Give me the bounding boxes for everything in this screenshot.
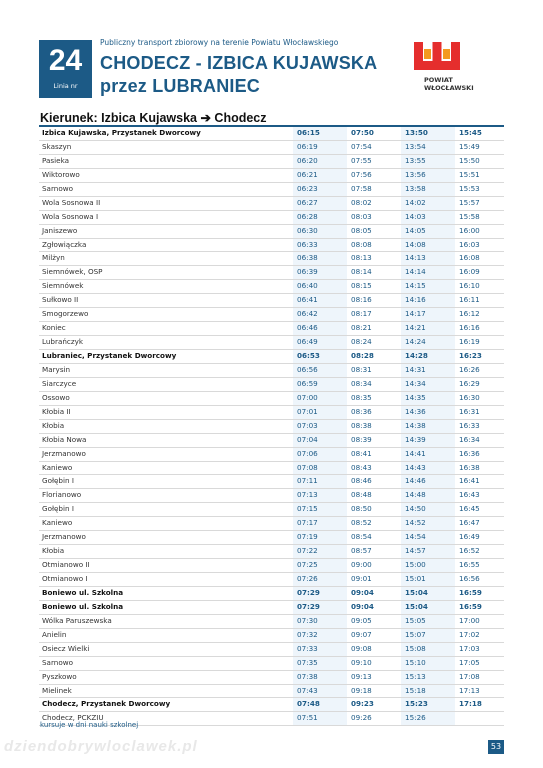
departure-time: 08:05 xyxy=(347,224,401,238)
departure-time: 08:54 xyxy=(347,531,401,545)
departure-time: 07:17 xyxy=(293,517,347,531)
departure-time: 13:54 xyxy=(401,140,455,154)
table-row xyxy=(39,224,504,238)
stop-name: Pyszkowo xyxy=(39,670,293,684)
table-row xyxy=(39,447,504,461)
departure-time: 07:54 xyxy=(347,140,401,154)
table-row xyxy=(39,322,504,336)
stop-name: Siemnówek, OSP xyxy=(39,266,293,280)
table-row xyxy=(39,336,504,350)
departure-time: 14:08 xyxy=(401,238,455,252)
departure-time: 16:34 xyxy=(455,433,504,447)
departure-time: 06:33 xyxy=(293,238,347,252)
stop-name: Skaszyn xyxy=(39,140,293,154)
departure-time: 16:30 xyxy=(455,391,504,405)
departure-time: 16:38 xyxy=(455,461,504,475)
departure-time: 16:47 xyxy=(455,517,504,531)
departure-time: 08:34 xyxy=(347,377,401,391)
table-row xyxy=(39,266,504,280)
departure-time: 06:20 xyxy=(293,154,347,168)
stop-name: Wola Sosnowa II xyxy=(39,196,293,210)
departure-time: 17:03 xyxy=(455,642,504,656)
departure-time: 07:29 xyxy=(293,586,347,600)
departure-time: 15:50 xyxy=(455,154,504,168)
departure-time: 16:10 xyxy=(455,280,504,294)
table-row xyxy=(39,168,504,182)
departure-time: 15:26 xyxy=(401,712,455,726)
powiat-logo-icon xyxy=(412,40,462,72)
logo-text-line1: POWIAT xyxy=(424,76,453,84)
departure-time: 07:01 xyxy=(293,405,347,419)
departure-time: 08:35 xyxy=(347,391,401,405)
stop-name: Marysin xyxy=(39,363,293,377)
departure-time: 14:46 xyxy=(401,475,455,489)
departure-time: 15:58 xyxy=(455,210,504,224)
stop-name: Kaniewo xyxy=(39,461,293,475)
stop-name: Kłobia xyxy=(39,419,293,433)
departure-time: 17:18 xyxy=(455,698,504,712)
departure-time: 17:00 xyxy=(455,614,504,628)
departure-time: 06:59 xyxy=(293,377,347,391)
departure-time: 08:15 xyxy=(347,280,401,294)
stop-name: Siemnówek xyxy=(39,280,293,294)
departure-time: 06:15 xyxy=(293,127,347,140)
watermark: dziendobrywloclawek.pl xyxy=(4,738,198,755)
subtitle: Publiczny transport zbiorowy na terenie Powiatu Włocławskiego xyxy=(100,38,339,47)
departure-time: 08:24 xyxy=(347,336,401,350)
table-row xyxy=(39,586,504,600)
departure-time: 09:23 xyxy=(347,698,401,712)
stop-name: Kłobia Nowa xyxy=(39,433,293,447)
table-row xyxy=(39,698,504,712)
route-badge xyxy=(39,40,92,98)
table-row xyxy=(39,559,504,573)
departure-time: 14:13 xyxy=(401,252,455,266)
departure-time: 07:50 xyxy=(347,127,401,140)
table-row xyxy=(39,642,504,656)
departure-time: 07:48 xyxy=(293,698,347,712)
departure-time: 16:29 xyxy=(455,377,504,391)
departure-time: 07:11 xyxy=(293,475,347,489)
departure-time: 17:02 xyxy=(455,628,504,642)
departure-time: 15:05 xyxy=(401,614,455,628)
departure-time: 06:38 xyxy=(293,252,347,266)
table-row xyxy=(39,684,504,698)
departure-time: 15:49 xyxy=(455,140,504,154)
departure-time: 08:52 xyxy=(347,517,401,531)
departure-time: 08:38 xyxy=(347,419,401,433)
stop-name: Kłobia II xyxy=(39,405,293,419)
stop-name: Pasieka xyxy=(39,154,293,168)
departure-time: 15:13 xyxy=(401,670,455,684)
stop-name: Wola Sosnowa I xyxy=(39,210,293,224)
table-row xyxy=(39,573,504,587)
departure-time: 06:56 xyxy=(293,363,347,377)
departure-time: 16:16 xyxy=(455,322,504,336)
departure-time: 15:23 xyxy=(401,698,455,712)
stop-name: Anielin xyxy=(39,628,293,642)
departure-time: 16:31 xyxy=(455,405,504,419)
departure-time: 14:48 xyxy=(401,489,455,503)
stop-name: Lubraniec, Przystanek Dworcowy xyxy=(39,350,293,364)
departure-time: 08:36 xyxy=(347,405,401,419)
departure-time: 09:10 xyxy=(347,656,401,670)
stop-name: Boniewo ul. Szkolna xyxy=(39,600,293,614)
departure-time: 14:34 xyxy=(401,377,455,391)
departure-time: 09:04 xyxy=(347,586,401,600)
logo-text xyxy=(424,76,474,92)
departure-time: 14:16 xyxy=(401,294,455,308)
departure-time: 15:01 xyxy=(401,573,455,587)
departure-time: 15:51 xyxy=(455,168,504,182)
stop-name: Lubrańczyk xyxy=(39,336,293,350)
table-row xyxy=(39,600,504,614)
departure-time: 14:54 xyxy=(401,531,455,545)
departure-time: 07:03 xyxy=(293,419,347,433)
departure-time: 14:36 xyxy=(401,405,455,419)
table-row xyxy=(39,210,504,224)
departure-time: 14:17 xyxy=(401,308,455,322)
page-title-via: przez LUBRANIEC xyxy=(100,76,261,96)
route-number-label: Linia nr xyxy=(53,82,78,90)
table-row xyxy=(39,419,504,433)
departure-time: 08:31 xyxy=(347,363,401,377)
stop-name: Sułkowo II xyxy=(39,294,293,308)
departure-time xyxy=(455,712,504,726)
stop-name: Wiktorowo xyxy=(39,168,293,182)
stop-name: Osiecz Wielki xyxy=(39,642,293,656)
departure-time: 06:49 xyxy=(293,336,347,350)
departure-time: 16:55 xyxy=(455,559,504,573)
departure-time: 06:23 xyxy=(293,182,347,196)
departure-time: 07:08 xyxy=(293,461,347,475)
table-row xyxy=(39,433,504,447)
departure-time: 15:18 xyxy=(401,684,455,698)
departure-time: 16:00 xyxy=(455,224,504,238)
table-row xyxy=(39,628,504,642)
departure-time: 14:05 xyxy=(401,224,455,238)
departure-time: 07:00 xyxy=(293,391,347,405)
stop-name: Otmianowo II xyxy=(39,559,293,573)
departure-time: 15:10 xyxy=(401,656,455,670)
departure-time: 06:19 xyxy=(293,140,347,154)
departure-time: 16:08 xyxy=(455,252,504,266)
departure-time: 07:58 xyxy=(347,182,401,196)
departure-time: 08:03 xyxy=(347,210,401,224)
departure-time: 08:39 xyxy=(347,433,401,447)
table-row xyxy=(39,405,504,419)
departure-time: 08:17 xyxy=(347,308,401,322)
departure-time: 08:08 xyxy=(347,238,401,252)
departure-time: 16:19 xyxy=(455,336,504,350)
table-row xyxy=(39,461,504,475)
departure-time: 16:59 xyxy=(455,600,504,614)
departure-time: 07:19 xyxy=(293,531,347,545)
departure-time: 08:13 xyxy=(347,252,401,266)
table-row xyxy=(39,656,504,670)
table-row xyxy=(39,670,504,684)
departure-time: 14:38 xyxy=(401,419,455,433)
table-row xyxy=(39,182,504,196)
departure-time: 16:56 xyxy=(455,573,504,587)
departure-time: 16:09 xyxy=(455,266,504,280)
departure-time: 16:12 xyxy=(455,308,504,322)
departure-time: 08:57 xyxy=(347,545,401,559)
table-row xyxy=(39,196,504,210)
departure-time: 13:55 xyxy=(401,154,455,168)
stop-name: Jerzmanowo xyxy=(39,447,293,461)
departure-time: 07:29 xyxy=(293,600,347,614)
table-row xyxy=(39,308,504,322)
stop-name: Siarczyce xyxy=(39,377,293,391)
departure-time: 14:28 xyxy=(401,350,455,364)
departure-time: 07:22 xyxy=(293,545,347,559)
footnote: kursuje w dni nauki szkolnej xyxy=(40,721,139,729)
departure-time: 06:42 xyxy=(293,308,347,322)
departure-time: 14:57 xyxy=(401,545,455,559)
stop-name: Janiszewo xyxy=(39,224,293,238)
departure-time: 16:11 xyxy=(455,294,504,308)
departure-time: 06:21 xyxy=(293,168,347,182)
departure-time: 07:15 xyxy=(293,503,347,517)
departure-time: 07:55 xyxy=(347,154,401,168)
departure-time: 14:31 xyxy=(401,363,455,377)
departure-time: 09:00 xyxy=(347,559,401,573)
departure-time: 16:26 xyxy=(455,363,504,377)
departure-time: 14:41 xyxy=(401,447,455,461)
stop-name: Chodecz, Przystanek Dworcowy xyxy=(39,698,293,712)
departure-time: 07:26 xyxy=(293,573,347,587)
stop-name: Mielinek xyxy=(39,684,293,698)
departure-time: 07:30 xyxy=(293,614,347,628)
departure-time: 09:05 xyxy=(347,614,401,628)
departure-time: 07:56 xyxy=(347,168,401,182)
departure-time: 07:43 xyxy=(293,684,347,698)
departure-time: 15:08 xyxy=(401,642,455,656)
departure-time: 15:45 xyxy=(455,127,504,140)
departure-time: 09:13 xyxy=(347,670,401,684)
departure-time: 16:45 xyxy=(455,503,504,517)
route-number: 24 xyxy=(48,44,83,77)
table-row xyxy=(39,517,504,531)
departure-time: 15:57 xyxy=(455,196,504,210)
departure-time: 06:27 xyxy=(293,196,347,210)
departure-time: 16:59 xyxy=(455,586,504,600)
departure-time: 17:05 xyxy=(455,656,504,670)
logo-text-line2: WŁOCŁAWSKI xyxy=(424,84,474,92)
stop-name: Gołębin I xyxy=(39,503,293,517)
table-row xyxy=(39,350,504,364)
departure-time: 08:46 xyxy=(347,475,401,489)
timetable-body xyxy=(39,127,504,726)
table-row xyxy=(39,391,504,405)
departure-time: 15:53 xyxy=(455,182,504,196)
departure-time: 14:14 xyxy=(401,266,455,280)
stop-name: Florianowo xyxy=(39,489,293,503)
departure-time: 14:50 xyxy=(401,503,455,517)
departure-time: 09:07 xyxy=(347,628,401,642)
departure-time: 13:58 xyxy=(401,182,455,196)
table-row xyxy=(39,545,504,559)
departure-time: 07:25 xyxy=(293,559,347,573)
departure-time: 16:23 xyxy=(455,350,504,364)
stop-name: Kłobia xyxy=(39,545,293,559)
departure-time: 08:14 xyxy=(347,266,401,280)
table-row xyxy=(39,503,504,517)
departure-time: 07:35 xyxy=(293,656,347,670)
departure-time: 08:50 xyxy=(347,503,401,517)
departure-time: 14:39 xyxy=(401,433,455,447)
departure-time: 16:52 xyxy=(455,545,504,559)
departure-time: 14:03 xyxy=(401,210,455,224)
departure-time: 08:16 xyxy=(347,294,401,308)
departure-time: 07:32 xyxy=(293,628,347,642)
page-title: CHODECZ - IZBICA KUJAWSKA xyxy=(100,53,378,73)
table-row xyxy=(39,294,504,308)
timetable xyxy=(39,127,504,726)
departure-time: 09:18 xyxy=(347,684,401,698)
departure-time: 07:13 xyxy=(293,489,347,503)
stop-name: Sarnowo xyxy=(39,182,293,196)
departure-time: 14:43 xyxy=(401,461,455,475)
table-row xyxy=(39,252,504,266)
departure-time: 13:50 xyxy=(401,127,455,140)
table-row xyxy=(39,377,504,391)
departure-time: 08:02 xyxy=(347,196,401,210)
departure-time: 08:21 xyxy=(347,322,401,336)
departure-time: 09:04 xyxy=(347,600,401,614)
departure-time: 07:33 xyxy=(293,642,347,656)
departure-time: 15:04 xyxy=(401,600,455,614)
stop-name: Koniec xyxy=(39,322,293,336)
page-number: 53 xyxy=(488,740,504,754)
departure-time: 15:07 xyxy=(401,628,455,642)
departure-time: 07:06 xyxy=(293,447,347,461)
departure-time: 08:43 xyxy=(347,461,401,475)
departure-time: 16:36 xyxy=(455,447,504,461)
departure-time: 14:52 xyxy=(401,517,455,531)
departure-time: 15:04 xyxy=(401,586,455,600)
departure-time: 06:41 xyxy=(293,294,347,308)
stop-name: Chodecz, PCKZIU xyxy=(39,712,293,726)
departure-time: 16:03 xyxy=(455,238,504,252)
departure-time: 16:49 xyxy=(455,531,504,545)
table-row xyxy=(39,475,504,489)
departure-time: 08:48 xyxy=(347,489,401,503)
departure-time: 13:56 xyxy=(401,168,455,182)
table-row xyxy=(39,614,504,628)
table-row xyxy=(39,238,504,252)
departure-time: 17:13 xyxy=(455,684,504,698)
table-row xyxy=(39,140,504,154)
departure-time: 16:33 xyxy=(455,419,504,433)
departure-time: 14:24 xyxy=(401,336,455,350)
departure-time: 06:39 xyxy=(293,266,347,280)
stop-name: Ossowo xyxy=(39,391,293,405)
departure-time: 08:28 xyxy=(347,350,401,364)
stop-name: Izbica Kujawska, Przystanek Dworcowy xyxy=(39,127,293,140)
departure-time: 08:41 xyxy=(347,447,401,461)
departure-time: 06:40 xyxy=(293,280,347,294)
stop-name: Milżyn xyxy=(39,252,293,266)
departure-time: 09:26 xyxy=(347,712,401,726)
departure-time: 06:46 xyxy=(293,322,347,336)
departure-time: 17:08 xyxy=(455,670,504,684)
departure-time: 06:30 xyxy=(293,224,347,238)
stop-name: Zgłowiączka xyxy=(39,238,293,252)
departure-time: 09:01 xyxy=(347,573,401,587)
departure-time: 14:35 xyxy=(401,391,455,405)
stop-name: Boniewo ul. Szkolna xyxy=(39,586,293,600)
departure-time: 14:02 xyxy=(401,196,455,210)
departure-time: 07:04 xyxy=(293,433,347,447)
table-row xyxy=(39,489,504,503)
departure-time: 07:51 xyxy=(293,712,347,726)
stop-name: Otmianowo I xyxy=(39,573,293,587)
departure-time: 06:53 xyxy=(293,350,347,364)
stop-name: Wólka Paruszewska xyxy=(39,614,293,628)
stop-name: Kaniewo xyxy=(39,517,293,531)
departure-time: 06:28 xyxy=(293,210,347,224)
departure-time: 14:15 xyxy=(401,280,455,294)
departure-time: 16:43 xyxy=(455,489,504,503)
stop-name: Smogorzewo xyxy=(39,308,293,322)
table-row xyxy=(39,531,504,545)
table-row xyxy=(39,127,504,140)
table-row xyxy=(39,280,504,294)
departure-time: 15:00 xyxy=(401,559,455,573)
table-row xyxy=(39,363,504,377)
stop-name: Sarnowo xyxy=(39,656,293,670)
table-row xyxy=(39,154,504,168)
direction-heading: Kierunek: Izbica Kujawska ➔ Chodecz xyxy=(40,111,267,125)
departure-time: 07:38 xyxy=(293,670,347,684)
departure-time: 14:21 xyxy=(401,322,455,336)
stop-name: Jerzmanowo xyxy=(39,531,293,545)
departure-time: 16:41 xyxy=(455,475,504,489)
stop-name: Gołębin I xyxy=(39,475,293,489)
departure-time: 09:08 xyxy=(347,642,401,656)
